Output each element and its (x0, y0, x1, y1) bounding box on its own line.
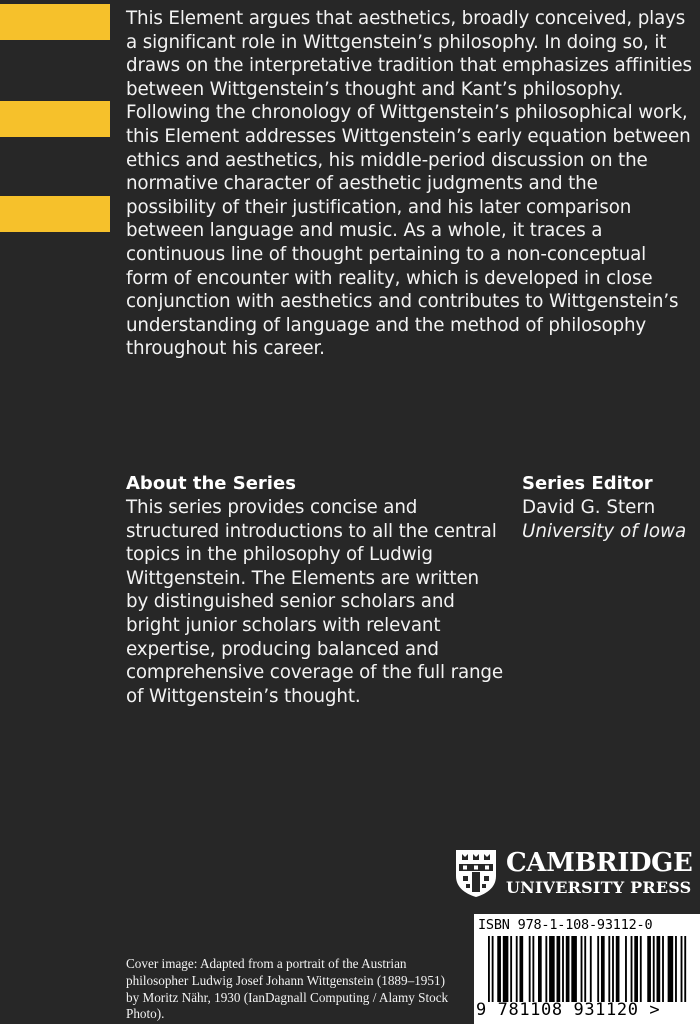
barcode-bar (581, 936, 583, 1002)
publisher-subname: UNIVERSITY PRESS (506, 878, 692, 897)
barcode-bars (488, 936, 688, 1002)
barcode-bar (653, 936, 655, 1002)
barcode-bar (566, 936, 570, 1002)
barcode-bar (608, 936, 610, 1002)
barcode-bar (510, 936, 512, 1002)
barcode-bar (497, 936, 501, 1002)
barcode-bar (584, 936, 586, 1002)
barcode-bar (488, 936, 490, 1002)
book-blurb: This Element argues that aesthetics, broadly conceived, plays a significant role in Wittgenstein’s philosophy. In doing so, it draws on the interpretative tradition that emphasizes affinities between Wittgenstein’s thought and Kant’s philosophy. Following the chronology of Wittgenstein’s philosophical work, this Element addresses Wittgenstein’s early equation between ethics and aesthetics, his middle-period discussion on the normative character of aesthetic judgments and the possibility of their justification, and his later comparison between language and music. As a whole, it traces a continuous line of thought pertaining to a non-conceptual form of encounter with reality, which is developed in close conjunction with aesthetics and contributes to Wittgenstein’s understanding of language and the method of philosophy throughout his career. (126, 8, 692, 360)
barcode-bar (675, 936, 677, 1002)
isbn-barcode (474, 914, 700, 1024)
barcode-bar (668, 936, 674, 1002)
barcode-bar (681, 936, 683, 1002)
barcode-bar (538, 936, 542, 1002)
barcode-bar (557, 936, 561, 1002)
barcode-bar (601, 936, 605, 1002)
isbn-label: ISBN 978-1-108-93112-0 (478, 917, 653, 933)
series-editor-affiliation: University of Iowa (522, 521, 687, 542)
series-editor-section (522, 472, 697, 544)
barcode-bar (516, 936, 518, 1002)
about-series-section (126, 472, 506, 708)
barcode-bar (684, 936, 686, 1002)
barcode-bar (634, 936, 638, 1002)
barcode-bar (529, 936, 531, 1002)
barcode-bar (597, 936, 599, 1002)
barcode-bar (590, 936, 592, 1002)
barcode-bar (612, 936, 614, 1002)
series-editor-name: David G. Stern (522, 497, 656, 518)
barcode-bar (545, 936, 547, 1002)
publisher-logo (454, 848, 698, 900)
accent-bar-bottom (0, 196, 110, 232)
barcode-bar (657, 936, 661, 1002)
barcode-bar (503, 936, 509, 1002)
barcode-bar (625, 936, 627, 1002)
barcode-bar (631, 936, 633, 1002)
barcode-digits: 9 781108 931120 > (476, 1000, 661, 1020)
barcode-bar (492, 936, 494, 1002)
cambridge-shield-icon (454, 848, 498, 898)
barcode-bar (640, 936, 642, 1002)
series-editor-heading: Series Editor (522, 473, 653, 494)
barcode-bar (571, 936, 577, 1002)
barcode-bar (519, 936, 523, 1002)
about-series-heading: About the Series (126, 473, 296, 494)
barcode-bar (562, 936, 564, 1002)
about-series-text: This series provides concise and structured introductions to all the central topics in the philosophy of Ludwig Wittgenstein. The Elements are written by distinguished senior scholars and bright junior scholars with relevant expertise, producing balanced and comprehensive coverage of the full range of Wittgenstein’s thought. (126, 497, 503, 707)
cover-image-credit: Cover image: Adapted from a portrait of the Austrian philosopher Ludwig Josef Johann Wittgenstein (1889–1951) by Moritz Nähr, 1930 (IanDagnall Computing / Alamy Stock Photo). (126, 956, 449, 1022)
barcode-bar (616, 936, 620, 1002)
publisher-name: CAMBRIDGE (506, 848, 693, 878)
barcode-bar (662, 936, 664, 1002)
barcode-bar (549, 936, 555, 1002)
barcode-bar (532, 936, 534, 1002)
accent-bar-top (0, 4, 110, 40)
accent-bar-middle (0, 101, 110, 137)
barcode-bar (647, 936, 651, 1002)
